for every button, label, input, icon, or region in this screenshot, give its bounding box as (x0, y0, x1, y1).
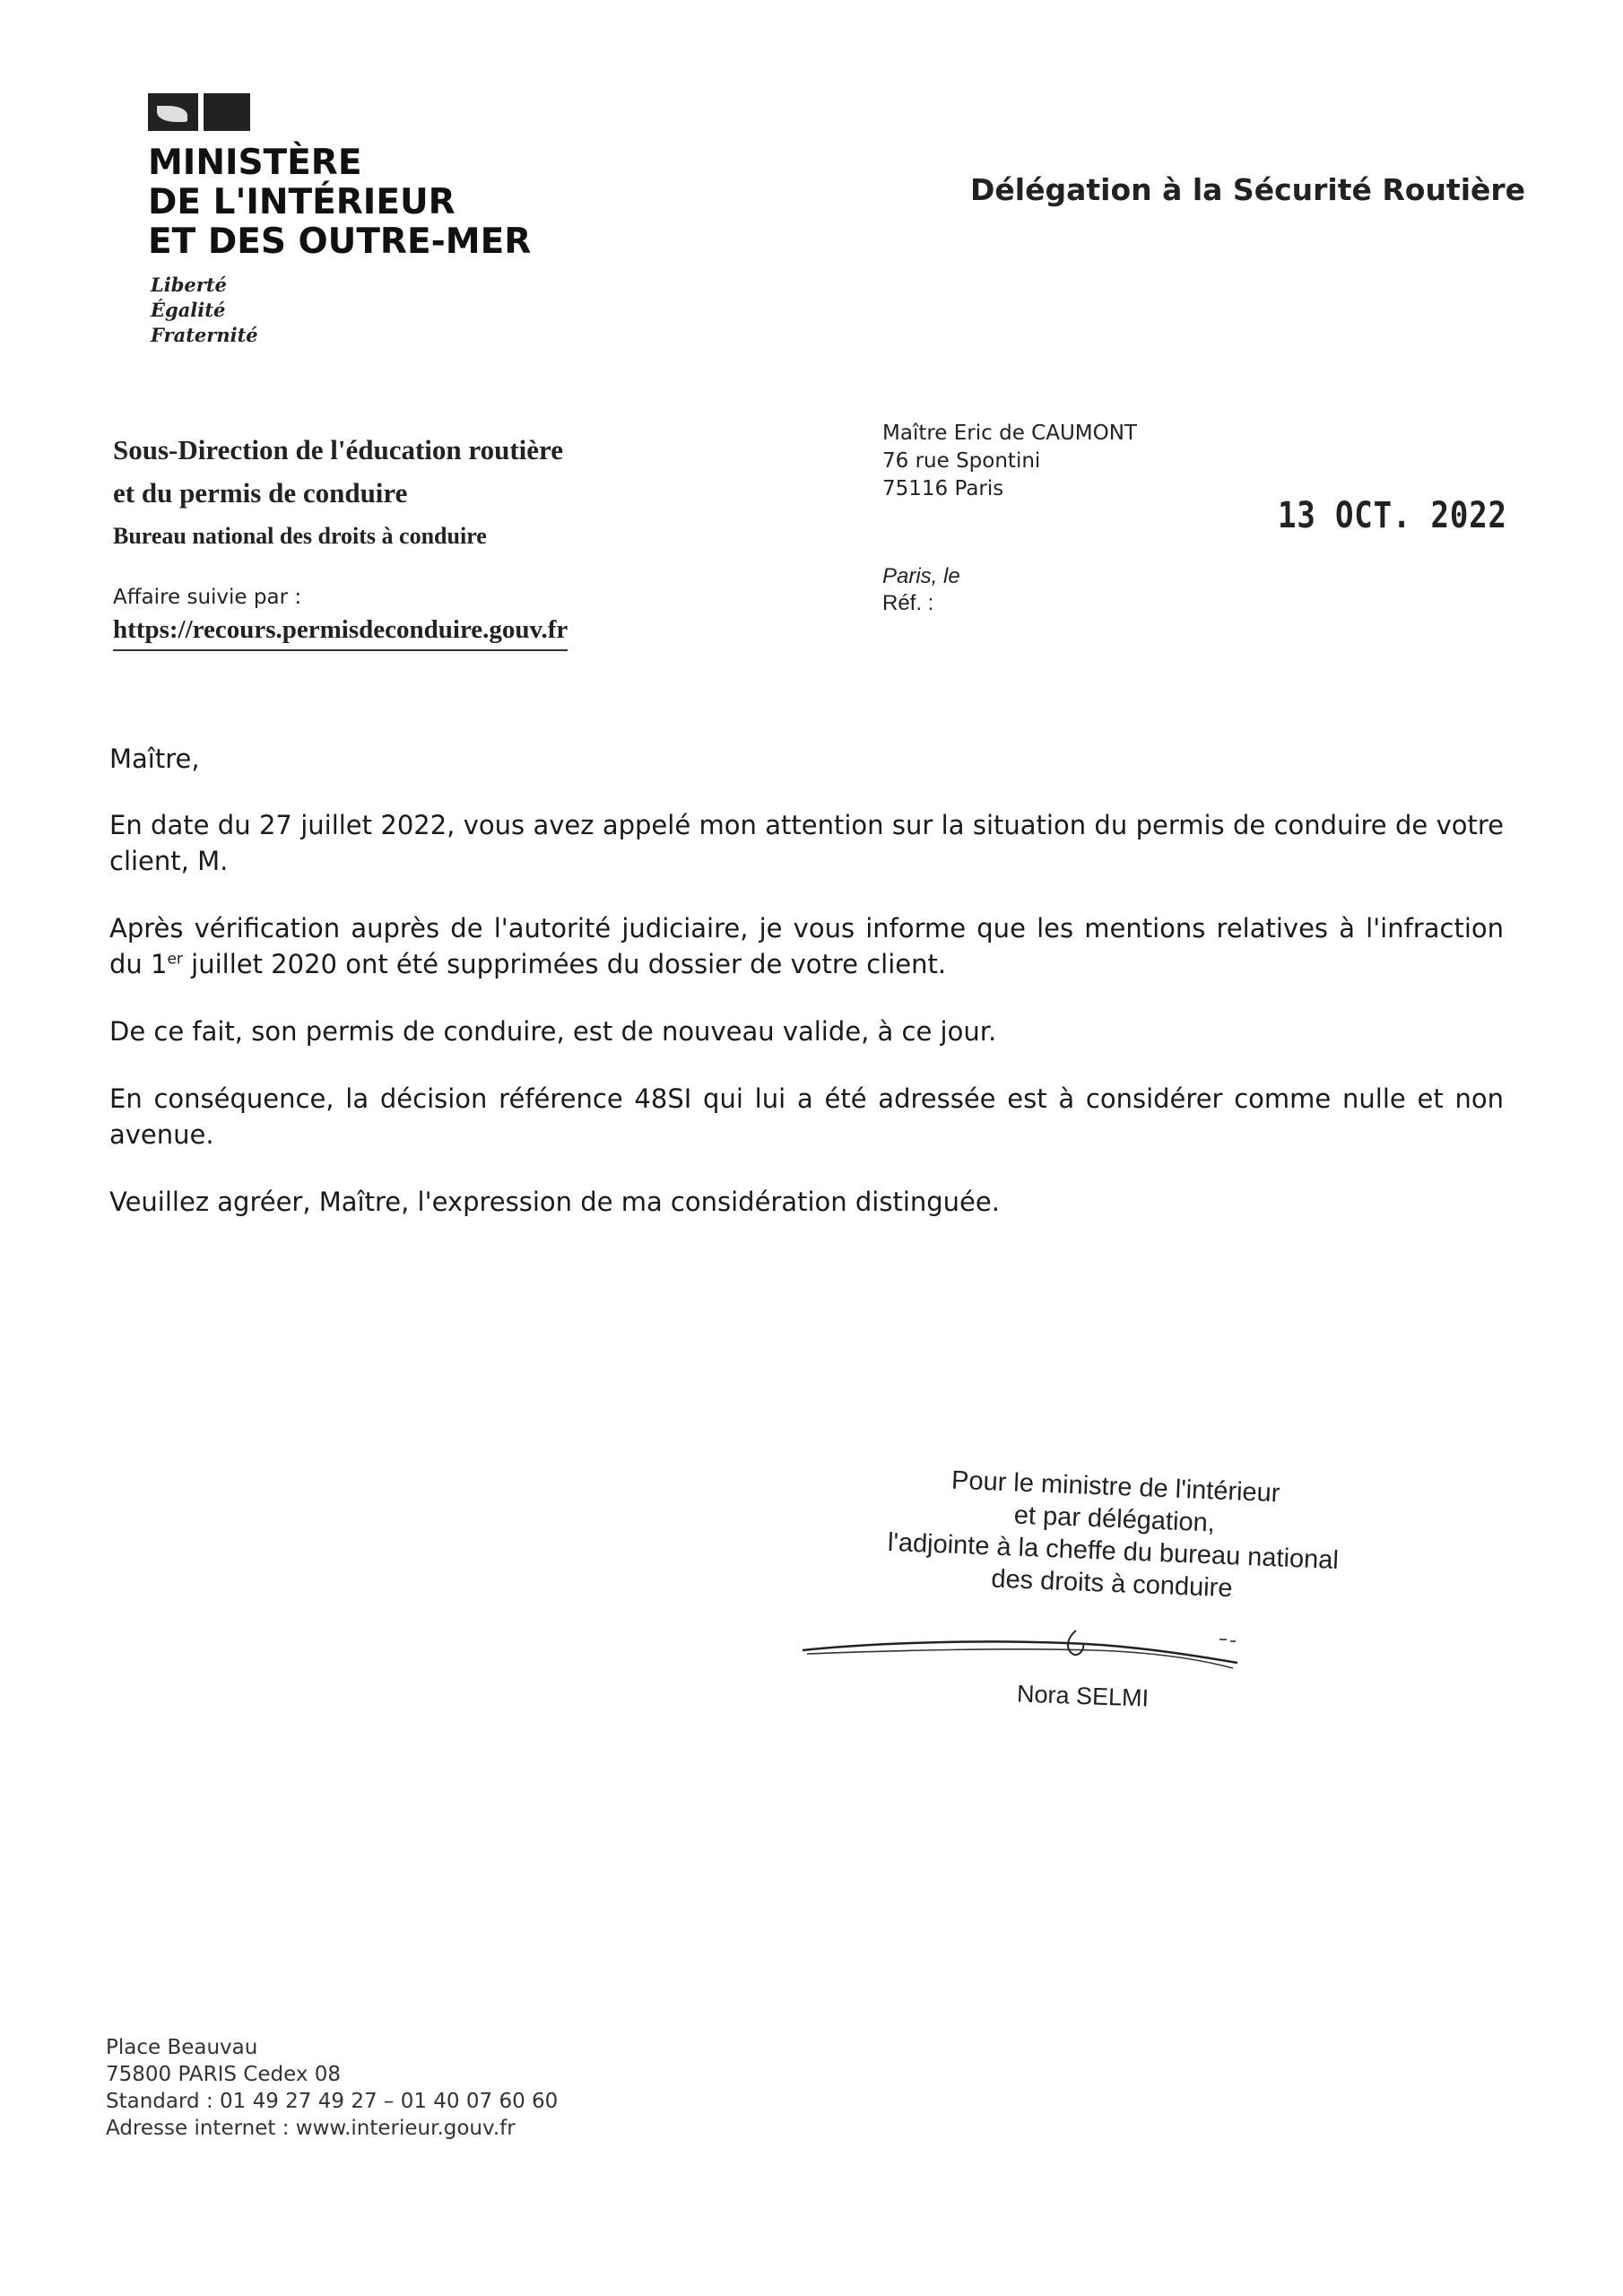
delegation-title: Délégation à la Sécurité Routière (970, 172, 1526, 207)
date-stamp: 13 OCT. 2022 (1278, 495, 1507, 536)
signature-line-1: Pour le ministre de l'intérieur (950, 1465, 1281, 1509)
sous-direction-line-2: et du permis de conduire (113, 477, 408, 509)
marianne-logo (148, 93, 250, 131)
footer-line-4: Adresse internet : www.interieur.gouv.fr (106, 2117, 516, 2140)
bureau-name: Bureau national des droits à conduire (113, 523, 487, 549)
recipient-city: 75116 Paris (882, 477, 1004, 500)
motto-fraternite: Fraternité (151, 324, 258, 346)
paragraph-2-part-1: Après vérification auprès de l'autorité judiciaire, je vous informe que les mentions relatives à l'infraction du 1 (109, 913, 1504, 979)
recipient-name: Maître Eric de CAUMONT (882, 422, 1137, 445)
footer-line-3: Standard : 01 49 27 49 27 – 01 40 07 60 60 (106, 2090, 559, 2113)
motto-liberte: Liberté (151, 274, 227, 296)
affaire-url-link[interactable]: https://recours.permisdeconduire.gouv.fr (113, 612, 568, 651)
signatory-name: Nora SELMI (1016, 1680, 1150, 1712)
footer-line-2: 75800 PARIS Cedex 08 (106, 2063, 342, 2086)
signature-line-2: et par délégation, (1013, 1500, 1216, 1538)
ministry-line-2: DE L'INTÉRIEUR (148, 182, 456, 222)
footer-address (106, 2034, 558, 2142)
reference-label: Réf. : (882, 591, 934, 615)
ministry-line-1: MINISTÈRE (148, 143, 362, 183)
affaire-label: Affaire suivie par : (113, 586, 302, 609)
republic-motto (151, 273, 258, 348)
footer-line-1: Place Beauvau (106, 2036, 258, 2059)
paris-le: Paris, le (882, 564, 960, 588)
signature-line-4: des droits à conduire (990, 1564, 1234, 1604)
recipient-address (882, 420, 1137, 503)
sous-direction-line-1: Sous-Direction de l'éducation routière (113, 434, 564, 465)
affaire-block (113, 583, 568, 651)
motto-egalite: Égalité (151, 299, 226, 321)
paragraph-2-superscript: er (167, 950, 183, 969)
marianne-icon (148, 93, 250, 131)
letter-body (109, 741, 1504, 1251)
signature-line-3: l'adjointe à la cheffe du bureau national (887, 1527, 1340, 1576)
salutation: Maître, (109, 744, 200, 774)
paragraph-1: En date du 27 juillet 2022, vous avez appelé mon attention sur la situation du permis de conduire de votre client, M. (109, 810, 1504, 876)
paragraph-3: De ce fait, son permis de conduire, est de nouveau valide, à ce jour. (109, 1016, 997, 1047)
recipient-street: 76 rue Spontini (882, 449, 1041, 473)
paragraph-4: En conséquence, la décision référence 48SI qui lui a été adressée est à considérer comme nulle et non avenue. (109, 1083, 1504, 1150)
sender-block (113, 429, 563, 556)
ministry-line-3: ET DES OUTRE-MER (148, 222, 532, 262)
place-ref-block (882, 563, 960, 617)
handwritten-signature-icon (798, 1623, 1246, 1686)
closing-formula: Veuillez agréer, Maître, l'expression de ma considération distinguée. (109, 1187, 1000, 1217)
paragraph-2-part-2: juillet 2020 ont été supprimées du dossier de votre client. (182, 949, 947, 979)
paragraph-2 (109, 910, 1504, 982)
signature-stamp (851, 1460, 1376, 1610)
ministry-name (148, 144, 531, 262)
